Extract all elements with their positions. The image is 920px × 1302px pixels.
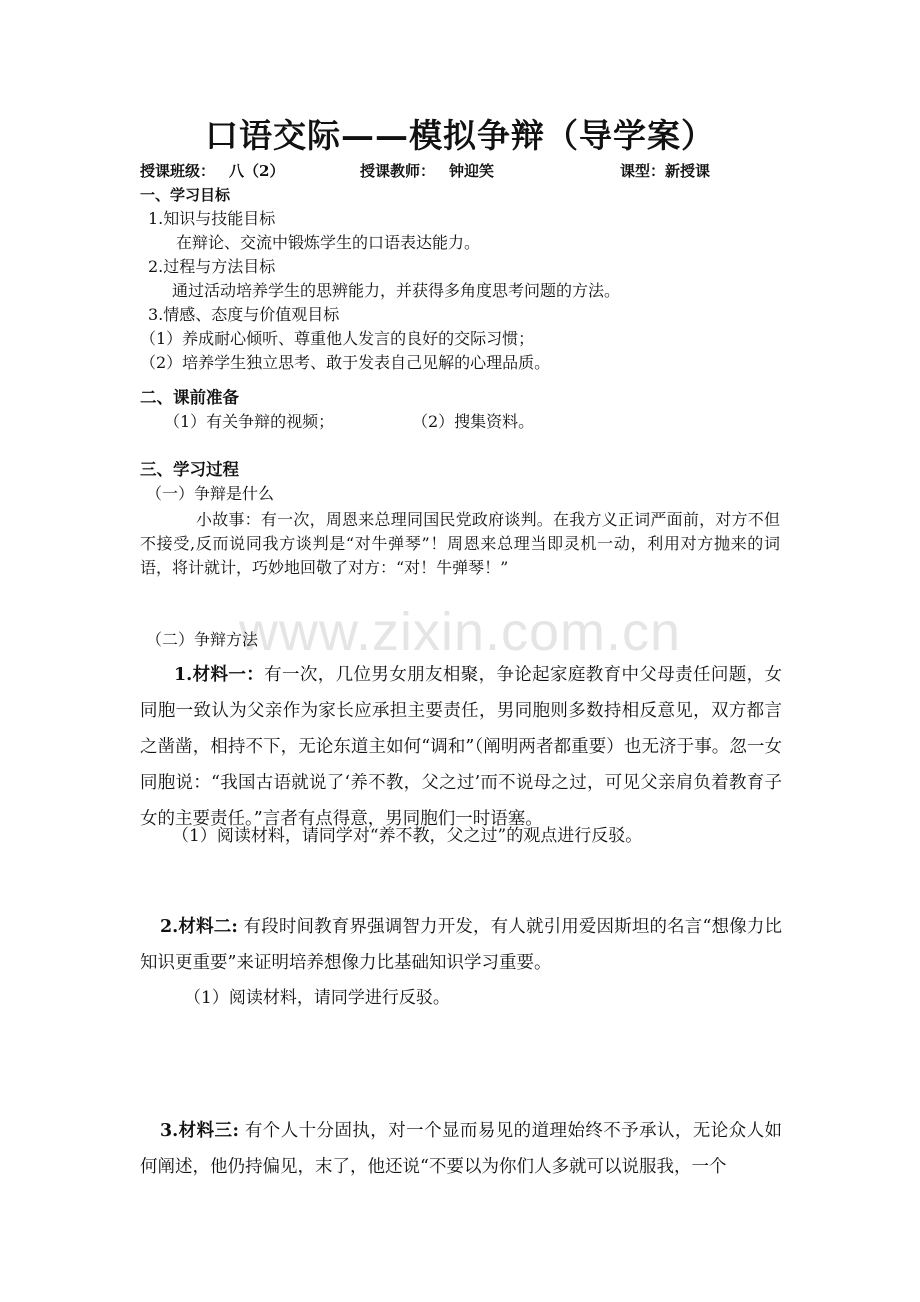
page-title: 口语交际——模拟争辩（导学案） <box>205 116 715 155</box>
teacher-info <box>360 161 494 181</box>
material-3-text: 有个人十分固执，对一个显而易见的道理始终不予承认，无论众人如何阐述，他仍持偏见，末了，他还说“不要以为你们人多就可以说服我，一个 <box>140 1121 782 1177</box>
goal-3-item-2: （2）培养学生独立思考、敢于发表自己见解的心理品质。 <box>140 353 551 372</box>
goal-3-title: 3.情感、态度与价值观目标 <box>148 305 340 324</box>
lesson-type-label: 课型： <box>620 162 666 180</box>
section-heading-goals: 一、学习目标 <box>140 186 231 204</box>
class-label: 授课班级： <box>140 162 216 180</box>
class-value: 八（2） <box>229 162 285 180</box>
material-1-paragraph <box>140 657 782 837</box>
material-3-label: 3.材料三: <box>160 1121 239 1141</box>
lesson-type-value: 新授课 <box>665 162 711 180</box>
goal-1-text: 在辩论、交流中锻炼学生的口语表达能力。 <box>176 233 481 252</box>
material-2-label: 2.材料二: <box>160 917 238 937</box>
goal-1-title: 1.知识与技能目标 <box>148 209 276 228</box>
teacher-value: 钟迎笑 <box>449 162 495 180</box>
preparation-item-1: （1）有关争辩的视频； <box>164 412 335 431</box>
watermark: www.zixin.com.cn <box>238 602 682 662</box>
section-heading-preparation: 二、课前准备 <box>140 388 239 407</box>
material-3-paragraph <box>140 1113 782 1185</box>
goal-2-text: 通过活动培养学生的思辨能力，并获得多角度思考问题的方法。 <box>172 281 621 300</box>
goal-3-item-1: （1）养成耐心倾听、尊重他人发言的良好的交际习惯； <box>140 329 535 348</box>
class-info <box>140 161 284 181</box>
material-2-paragraph <box>140 909 782 981</box>
part-1-title: （一）争辩是什么 <box>146 484 275 503</box>
goal-2-title: 2.过程与方法目标 <box>148 257 276 276</box>
material-2-task: （1）阅读材料，请同学进行反驳。 <box>184 988 450 1008</box>
part-2-title: （二）争辩方法 <box>146 630 259 649</box>
story-paragraph: 小故事：有一次，周恩来总理同国民党政府谈判。在我方义正词严面前，对方不但不接受,反而说同我方谈判是“对牛弹琴”！周恩来总理当即灵机一动，利用对方抛来的词语，将计就计，巧妙地回敬了对方：“对！牛弹琴！” <box>140 510 780 577</box>
material-1-task: （1）阅读材料，请同学对“养不教，父之过”的观点进行反驳。 <box>172 826 643 846</box>
lesson-type-info <box>620 161 710 181</box>
section-heading-process: 三、学习过程 <box>140 460 239 479</box>
material-1-label: 1.材料一： <box>174 665 265 685</box>
preparation-item-2: （2）搜集资料。 <box>412 412 535 431</box>
material-2-text: 有段时间教育界强调智力开发，有人就引用爱因斯坦的名言“想像力比知识更重要”来证明培养想像力比基础知识学习重要。 <box>140 917 783 973</box>
material-1-text: 有一次，几位男女朋友相聚，争论起家庭教育中父母责任问题，女同胞一致认为父亲作为家长应承担主要责任，男同胞则多数持相反意见，双方都言之凿凿，相持不下，无论东道主如何“调和”（阐明两者都重要）也无济于事。忽一女同胞说：“我国古语就说了‘养不教，父之过’而不说母之过，可见父亲肩负着教育子女的主要责任。”言者有点得意，男同胞们一时语塞。 <box>140 665 782 829</box>
teacher-label: 授课教师： <box>360 162 436 180</box>
